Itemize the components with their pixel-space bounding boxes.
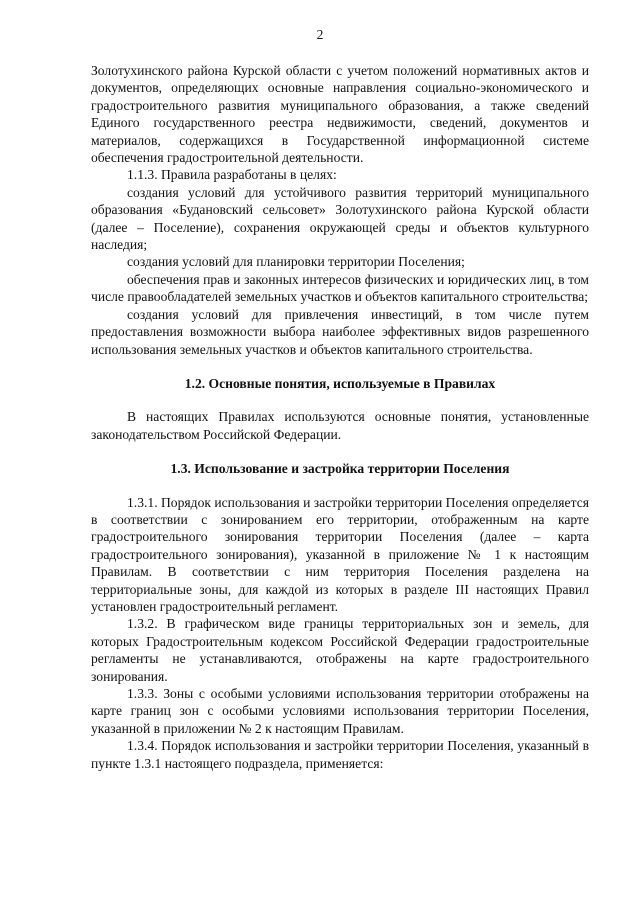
paragraph-1-3-3: 1.3.3. Зоны с особыми условиями использования территории отображены на карте границ зон с особыми условиями использования территории Поселения, указанной в приложении № 2 к настоящим Правилам. bbox=[91, 686, 589, 736]
paragraph-1-3-1: 1.3.1. Порядок использования и застройки территории Поселения определяется в соответствии с зонированием его территории, отображенным на карте градостроительного зонирования территории Поселения (далее – карта градостроительного зонирования), указанной в приложение № 1 к настоящим Правилам. В соответствии с ним территория Поселения разделена на территориальные зоны, для каждой из которых в разделе III настоящих Правил установлен градостроительный регламент. bbox=[91, 494, 589, 614]
paragraph-goal-2: создания условий для планировки территории Поселения; bbox=[127, 254, 465, 270]
section-heading-1-2: 1.2. Основные понятия, используемые в Правилах bbox=[184, 375, 496, 391]
paragraph-1-3-2: 1.3.2. В графическом виде границы территориальных зон и земель, для которых Градостроительным кодексом Российской Федерации градостроительные регламенты не устанавливаются, отображены на карте градостроительного зонирования. bbox=[91, 616, 589, 684]
paragraph-1-1-3: 1.1.3. Правила разработаны в целях: bbox=[127, 167, 337, 183]
document-body bbox=[91, 62, 589, 772]
paragraph-goal-3: обеспечения прав и законных интересов физических и юридических лиц, в том числе правообладателей земельных участков и объектов капитального строительства; bbox=[91, 271, 589, 305]
paragraph-1-3-4: 1.3.4. Порядок использования и застройки территории Поселения, указанный в пункте 1.3.1 настоящего подраздела, применяется: bbox=[91, 738, 589, 771]
page-number: 2 bbox=[316, 27, 324, 42]
paragraph-goal-1: создания условий для устойчивого развития территорий муниципального образования «Будановский сельсовет» Золотухинского района Курской области (далее – Поселение), сохранения окружающей среды и объектов культурного наследия; bbox=[91, 184, 589, 253]
paragraph-goal-4: создания условий для привлечения инвестиций, в том числе путем предоставления возможности выбора наиболее эффективных видов разрешенного использования земельных участков и объектов капитального строительства. bbox=[91, 306, 589, 357]
paragraph-intro-continuation: Золотухинского района Курской области с учетом положений нормативных актов и документов, определяющих основные направления социально-экономического и градостроительного развития муниципального образования, а также сведений Единого государственного реестра недвижимости, сведений, документов и материалов, содержащихся в Государственной информационной системе обеспечения градостроительной деятельности. bbox=[91, 63, 589, 166]
section-heading-1-3: 1.3. Использование и застройка территории Поселения bbox=[170, 461, 510, 477]
paragraph-1-2-text: В настоящих Правилах используются основные понятия, установленные законодательством Российской Федерации. bbox=[91, 409, 589, 442]
